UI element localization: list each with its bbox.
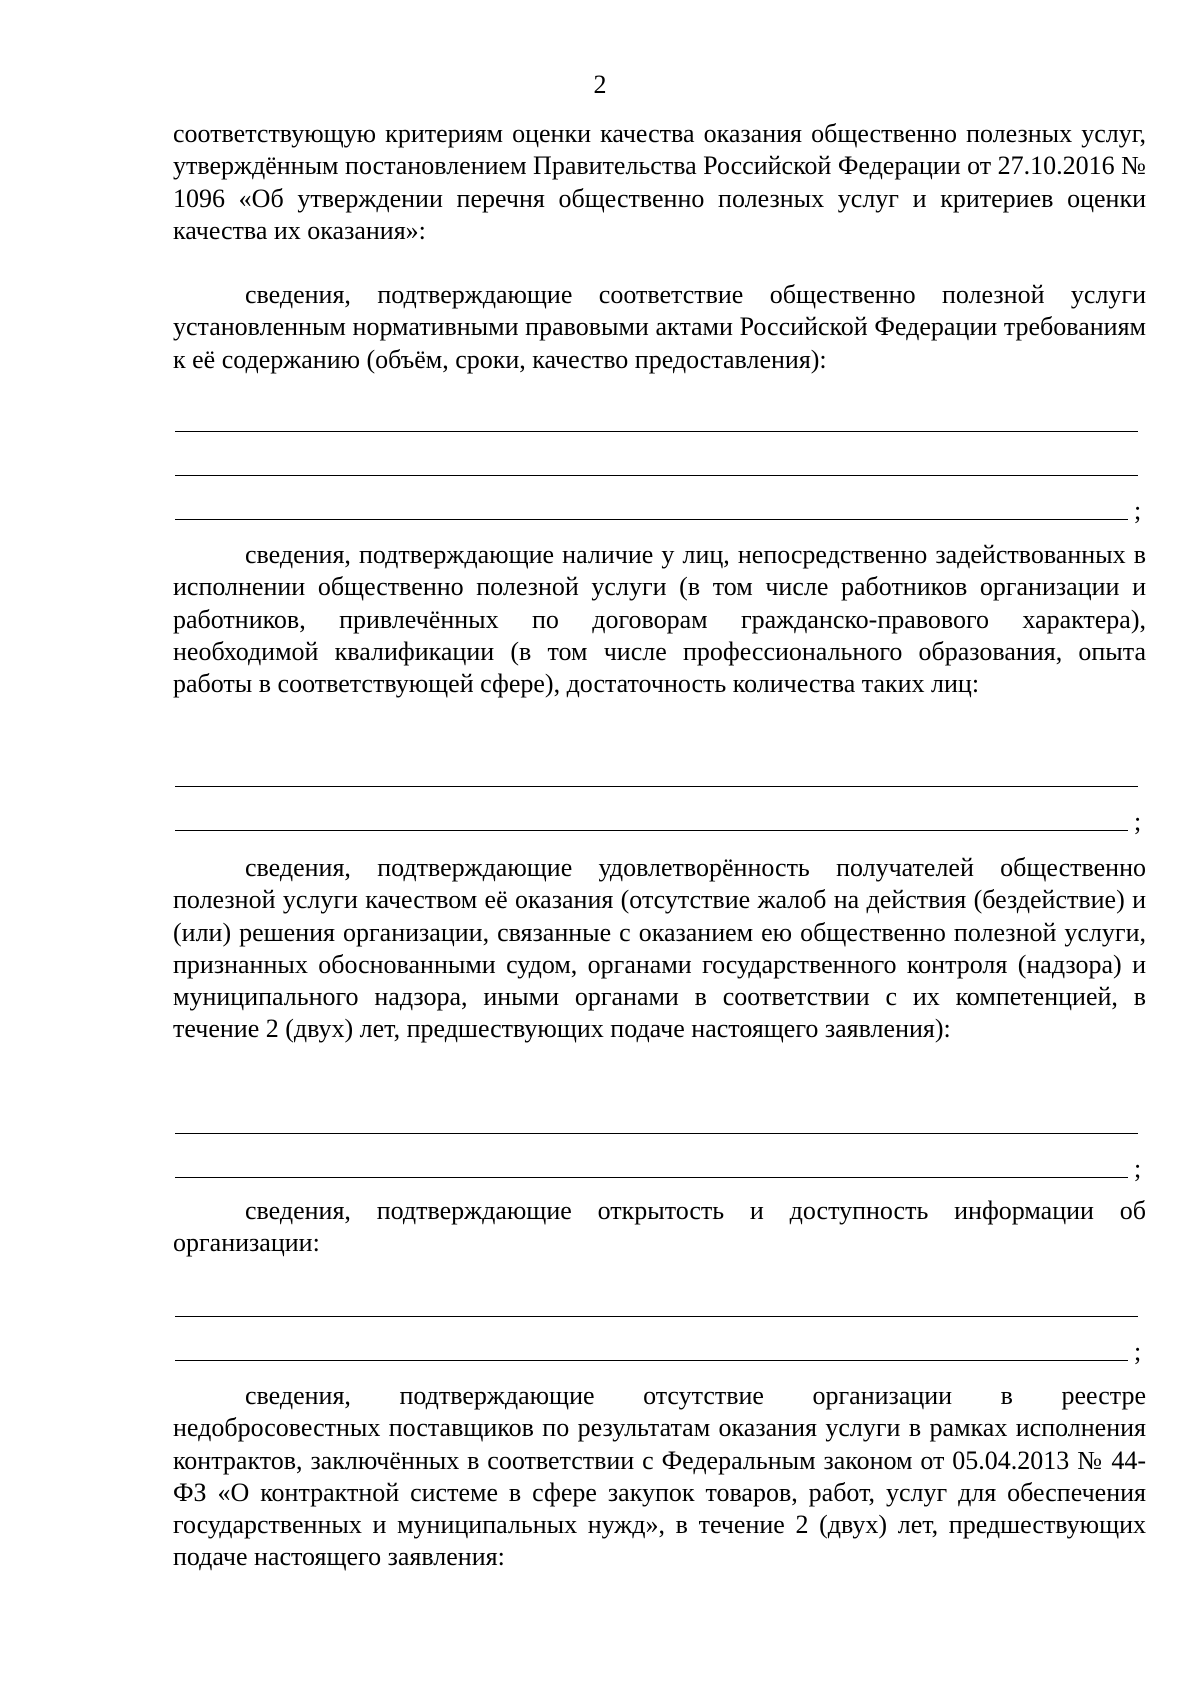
information-openness-paragraph: сведения, подтверждающие открытость и доступность информации об организации: xyxy=(173,1196,1146,1258)
fill-line xyxy=(175,830,1128,831)
page-number: 2 xyxy=(593,70,607,99)
intro-paragraph: соответствующую критериям оценки качества оказания общественно полезных услуг, утверждённым постановлением Правительства Российской Федерации от 27.10.2016 № 1096 «Об утверждении перечня общественно полезных услуг и критериев оценки качества их оказания»: xyxy=(173,119,1146,245)
fill-line xyxy=(175,431,1138,432)
fill-line-terminator: ; xyxy=(1134,496,1142,525)
fill-line xyxy=(175,1360,1128,1361)
fill-line xyxy=(175,786,1138,787)
fill-line xyxy=(175,475,1138,476)
staff-qualification-paragraph: сведения, подтверждающие наличие у лиц, непосредственно задействованных в исполнении общественно полезной услуги (в том числе работников организации и работников, привлечённых по договорам гражданско-правового характера), необходимой квалификации (в том числе профессионального образования, опыта работы в соответствующей сфере), достаточность количества таких лиц: xyxy=(173,540,1146,699)
fill-line xyxy=(175,519,1128,520)
fill-line xyxy=(175,1133,1138,1134)
unfair-suppliers-registry-paragraph: сведения, подтверждающие отсутствие организации в реестре недобросовестных поставщиков по результатам оказания услуги в рамках исполнения контрактов, заключённых в соответствии с Федеральным законом от 05.04.2013 № 44-ФЗ «О контрактной системе в сфере закупок товаров, работ, услуг для обеспечения государственных и муниципальных нужд», в течение 2 (двух) лет, предшествующих подаче настоящего заявления: xyxy=(173,1381,1146,1572)
customer-satisfaction-paragraph: сведения, подтверждающие удовлетворённость получателей общественно полезной услуги качеством её оказания (отсутствие жалоб на действия (бездействие) и (или) решения организации, связанные с оказанием ею общественно полезной услуги, признанных обоснованными судом, органами государственного контроля (надзора) и муниципального надзора, иными органами в соответствии с их компетенцией, в течение 2 (двух) лет, предшествующих подаче настоящего заявления): xyxy=(173,853,1146,1044)
fill-line-terminator: ; xyxy=(1134,1154,1142,1183)
fill-line-terminator: ; xyxy=(1134,1337,1142,1366)
service-compliance-paragraph: сведения, подтверждающие соответствие общественно полезной услуги установленным нормативными правовыми актами Российской Федерации требованиям к её содержанию (объём, сроки, качество предоставления): xyxy=(173,280,1146,374)
fill-line xyxy=(175,1316,1138,1317)
fill-line xyxy=(175,1177,1128,1178)
fill-line-terminator: ; xyxy=(1134,807,1142,836)
